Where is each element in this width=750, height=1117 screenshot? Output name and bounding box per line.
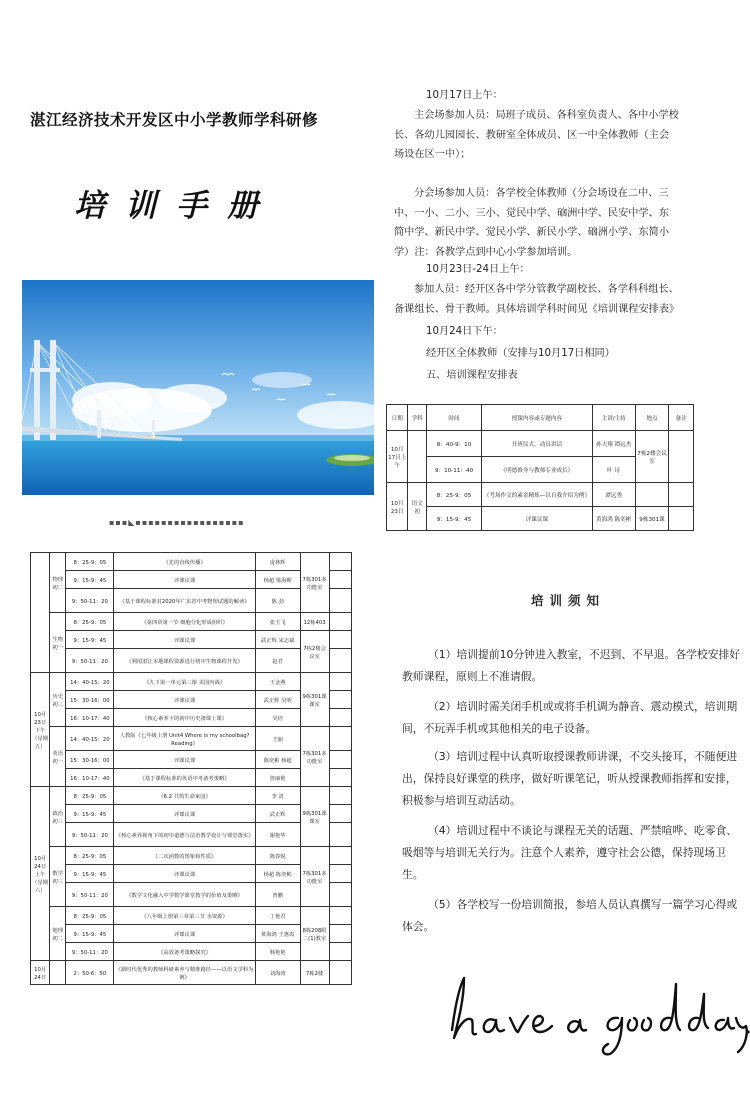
table-cell: 评课议课 xyxy=(114,865,255,883)
table-cell: 历史初三 xyxy=(50,673,66,727)
table-cell: 16：10-17：40 xyxy=(66,709,114,727)
table-cell: 李 清 xyxy=(255,787,300,805)
table-cell xyxy=(329,589,352,613)
table-cell xyxy=(329,925,352,943)
table-cell xyxy=(329,571,352,589)
table-cell: 詹丽艳 xyxy=(255,769,300,787)
table-cell: 12栋403 xyxy=(300,613,329,631)
rules-title: 培训须知 xyxy=(530,593,605,608)
schedule-table-continued xyxy=(30,552,352,985)
table-cell xyxy=(329,673,352,691)
table-cell: 王丽 xyxy=(255,727,300,751)
cover-cut-text: ▪▪▪◣▪▪▪▪▪▪▪▪▪▪▪▪▪▪▪▪▪ xyxy=(109,518,245,527)
header-subject: 学科 xyxy=(408,405,426,431)
table-cell: 8：25-9：05 xyxy=(66,787,114,805)
header-date: 日期 xyxy=(387,405,408,431)
schedule-table xyxy=(386,404,694,531)
table-cell xyxy=(329,649,352,673)
table-row xyxy=(31,727,352,751)
cover-page xyxy=(14,60,376,530)
table-cell: 7栋301多功能室 xyxy=(300,553,329,613)
table-row xyxy=(31,787,352,805)
table-cell: 韩艳艳 xyxy=(255,943,300,961)
table-cell: 英语初一 xyxy=(50,727,66,787)
table-row xyxy=(31,961,352,985)
table-cell: 9：50-11：20 xyxy=(66,589,114,613)
table-cell: 9：15-9：45 xyxy=(66,925,114,943)
table-row: 10月17日上午 8：40-9：10 开班仪式、动员讲话 孙天翔 谭远杰 7栋2楼会议室 xyxy=(387,431,694,457)
section-five-title: 五、培训课程安排表 xyxy=(426,370,518,381)
table-cell: 《基于课程标准对2020年广东省中考物理试题的解读》 xyxy=(114,589,255,613)
table-cell xyxy=(329,691,352,709)
table-cell: 丁艳君 xyxy=(255,907,300,925)
table-cell: 14：40-15：20 xyxy=(66,673,114,691)
notice-all-teachers: 经开区全体教师（安排与10月17日相同） xyxy=(426,348,615,359)
table-cell: 7栋301多功能室 xyxy=(300,727,329,787)
cover-title: 湛江经济技术开发区中小学教师学科研修 xyxy=(30,111,319,129)
table-cell: 9：15-9：45 xyxy=(66,805,114,823)
table-cell: 9栋301课课室 xyxy=(300,787,329,847)
table-cell: 9：50-11：20 xyxy=(66,883,114,907)
rule-item-1: （1）培训提前10分钟进入教室，不迟到、不早退。各学校安排好教师课程，原则上不准请假。 xyxy=(402,648,741,683)
cover-big-title: 培训手册 xyxy=(74,188,278,224)
training-rules xyxy=(386,568,750,968)
table-cell: 《光的直线传播》 xyxy=(114,553,255,571)
table-row xyxy=(31,631,352,649)
table-cell: 陈春锐 xyxy=(255,847,300,865)
table-cell: 10月24日上午（星期六） xyxy=(31,787,50,961)
table-row xyxy=(31,673,352,691)
table-cell xyxy=(329,553,352,571)
notice-attendees: 参加人员：经开区各中学分管教学副校长、各学科科组长、备课组长、骨干教师。具体培训学科时间见《培训课程安排表》 xyxy=(394,284,680,315)
table-row xyxy=(31,613,352,631)
table-cell: 数学初三 xyxy=(50,847,66,907)
table-cell: 武正辉 xyxy=(255,805,300,823)
table-cell: 赵君 xyxy=(255,649,300,673)
table-cell: 王金燕 xyxy=(255,673,300,691)
notice-branch-venue: 分会场参加人员：各学校全体教师（分会场设在二中、三中、一小、二小、三小、觉民中学、硇洲中学、民安中学、东简中学、新民中学、觉民小学、新民小学、硇洲小学、东简小学）注：各教学点到中心小学参加培训。 xyxy=(394,188,670,258)
table-row: 9：15-9：45 评课议课 黄海鸿 陈奕彬 9栋301课 xyxy=(387,507,694,531)
table-cell xyxy=(329,883,352,907)
table-row xyxy=(31,553,352,571)
table-cell: 《高效备考策略探究》 xyxy=(114,943,255,961)
table-row: 9：10-11：40 《明德修身与教师专业成长》 叶 诗 xyxy=(387,457,694,483)
table-cell: 10月24日 xyxy=(31,961,50,985)
schedule-table-top xyxy=(386,404,694,532)
table-cell: 庞林辉 xyxy=(255,553,300,571)
table-cell: 陈奕彬 杨超 xyxy=(255,751,300,769)
table-cell xyxy=(329,787,352,805)
table-cell: 8：25-9：05 xyxy=(66,847,114,865)
table-cell: 武正辉 宋志斌 xyxy=(255,631,300,649)
schedule-table-bottom xyxy=(30,552,352,992)
table-cell: 张玉飞 xyxy=(255,613,300,631)
table-cell xyxy=(329,907,352,925)
table-cell xyxy=(31,553,50,673)
table-cell: 评课议课 xyxy=(114,691,255,709)
table-cell xyxy=(329,805,352,823)
table-cell xyxy=(329,823,352,847)
table-cell: 16：10-17：40 xyxy=(66,769,114,787)
table-cell: 杨超 梁海斯 xyxy=(255,571,300,589)
table-cell: 人教版《七年级上册 Unit4 Where is my schoolbag? Reading》 xyxy=(114,727,255,751)
table-cell xyxy=(329,709,352,727)
table-cell: 黄海鸿 王惠霞 xyxy=(255,925,300,943)
table-cell: 7栋2楼 xyxy=(300,961,329,985)
table-cell: 14：40-15：20 xyxy=(66,727,114,751)
svg-text:have a good day.: have a good day. xyxy=(430,960,439,961)
notice-date-23-24: 10月23日-24日上午： xyxy=(426,264,530,275)
header-speaker: 主讲/主持 xyxy=(592,405,635,431)
notice-main-venue: 主会场参加人员：局班子成员、各科室负责人、各中小学校长、各幼儿园园长、教研室全体成员、区一中全体教师（主会场设在区一中）； xyxy=(394,110,679,160)
table-cell xyxy=(329,631,352,649)
table-cell: 《6.2 共筑生命家园》 xyxy=(114,787,255,805)
table-cell: 生物初一 xyxy=(50,613,66,673)
table-cell: 7栋301多功能室 xyxy=(300,847,329,907)
table-cell: 曾鹏 xyxy=(255,883,300,907)
table-cell: 刘海涛 xyxy=(255,961,300,985)
table-row xyxy=(31,847,352,865)
table-cell: 《数学文化融入中学数学课堂教学的价值及策略》 xyxy=(114,883,255,907)
table-cell: 《核心素养视角下的初中道德与法治教学设计与课堂落实》 xyxy=(114,823,255,847)
table-cell: 陈 劲 xyxy=(255,589,300,613)
notice-date-17: 10月17日上午： xyxy=(426,90,503,101)
table-cell: 《新时代优秀的教师科研素养与精准路径——以语文学科为例》 xyxy=(114,961,255,985)
table-cell: 15：30-16：00 xyxy=(66,691,114,709)
table-cell: 《二次函数的图象和性质》 xyxy=(114,847,255,865)
header-location: 地点 xyxy=(635,405,669,431)
table-cell: 《核心素养下的初中历史备课上课》 xyxy=(114,709,255,727)
rule-item-2: （2）培训时需关闭手机或或将手机调为静音、震动模式，培训期间，不玩弄手机或其他相关的电子设备。 xyxy=(402,700,738,735)
table-cell: 10月23日下午（星期五） xyxy=(31,673,50,787)
bridge-sea-image xyxy=(22,280,374,495)
table-cell: 9：50-11：20 xyxy=(66,649,114,673)
table-cell: 武正辉 吴明 xyxy=(255,691,300,709)
table-cell: 评课议课 xyxy=(114,631,255,649)
rule-item-3: （3）培训过程中认真听取授课教师讲课，不交头接耳，不随便进出，保持良好课堂的秩序，做好听课笔记，听从授课教师指挥和安排，积极参与培训互动活动。 xyxy=(402,750,738,807)
participants-notice xyxy=(386,72,746,410)
table-cell: 9：15-9：45 xyxy=(66,865,114,883)
table-cell: 政治初三 xyxy=(50,787,66,847)
table-cell: 《第四章第一节 细胞分化形成组织》 xyxy=(114,613,255,631)
table-cell xyxy=(329,943,352,961)
table-row: 10月23日 语文初 8：25-9：05 《考场作文的素金精炼—以自我介绍为例》 谭远秀 xyxy=(387,483,694,507)
table-cell: 9：50-11：20 xyxy=(66,943,114,961)
header-remark: 备注 xyxy=(669,405,694,431)
table-cell xyxy=(329,613,352,631)
handwritten-signature xyxy=(430,960,750,1060)
table-cell xyxy=(329,769,352,787)
table-cell: 评课议课 xyxy=(114,751,255,769)
table-cell: 《九下第一单元第三课 美国内战》 xyxy=(114,673,255,691)
table-cell: 评课议课 xyxy=(114,805,255,823)
table-cell: 7栋2楼会议室 xyxy=(300,631,329,673)
table-cell xyxy=(329,961,352,985)
signature-period xyxy=(746,1030,749,1033)
table-cell: 地理初二 xyxy=(50,907,66,961)
table-cell: 《八年级上册第三章第三节 水资源》 xyxy=(114,907,255,925)
table-cell: 9栋301课课室 xyxy=(300,673,329,727)
header-time: 时间 xyxy=(426,405,481,431)
table-cell: 8：25-9：05 xyxy=(66,613,114,631)
table-cell: 9：50-11：20 xyxy=(66,823,114,847)
table-cell xyxy=(329,751,352,769)
table-cell: 杨超 陈奕彬 xyxy=(255,865,300,883)
notice-date-24-pm: 10月24日下午： xyxy=(426,326,503,337)
table-cell: 《利用湛江本地课程资源进行初中生物课程开发》 xyxy=(114,649,255,673)
table-cell xyxy=(329,847,352,865)
table-cell xyxy=(50,961,66,985)
table-cell: 8栋208附二(1)教室 xyxy=(300,907,329,961)
table-cell: 2：50-6：50 xyxy=(66,961,114,985)
table-cell: 9：15-9：45 xyxy=(66,571,114,589)
rule-item-5: （5）各学校写一份培训简报，参培人员认真撰写一篇学习心得或体会。 xyxy=(402,898,738,933)
table-row xyxy=(31,907,352,925)
table-cell: 15：30-16：00 xyxy=(66,751,114,769)
table-cell: 9：15-9：45 xyxy=(66,631,114,649)
header-content: 授课内容或专题内容 xyxy=(482,405,593,431)
table-cell: 物理初二 xyxy=(50,553,66,613)
table-cell xyxy=(329,727,352,751)
table-cell xyxy=(329,865,352,883)
table-cell: 评课议课 xyxy=(114,571,255,589)
table-cell: 谢艳华 xyxy=(255,823,300,847)
table-cell: 8：25-9：05 xyxy=(66,553,114,571)
rule-item-4: （4）培训过程中不谈论与课程无关的话题、严禁喧哗、吃零食、吸烟等与培训无关行为。注意个人素养，遵守社会公德，保持现场卫生。 xyxy=(402,824,738,881)
table-cell: 吴培 xyxy=(255,709,300,727)
table-cell: 8：25-9：05 xyxy=(66,907,114,925)
table-cell: 《基于课程标准的英语中考备考策略》 xyxy=(114,769,255,787)
table-cell: 评课议课 xyxy=(114,925,255,943)
